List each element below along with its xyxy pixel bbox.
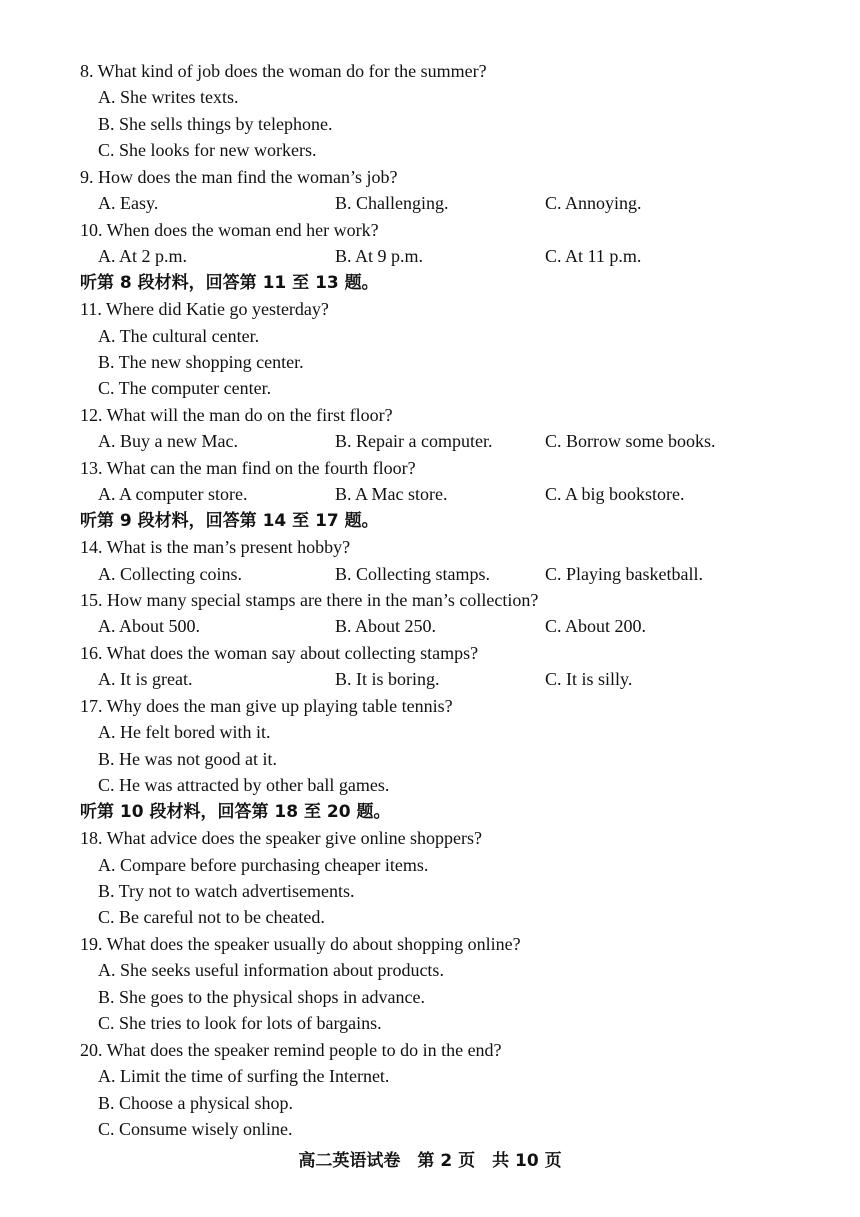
option-b: B. Challenging. xyxy=(335,193,449,214)
option-a xyxy=(0,719,860,745)
option-c: C. Annoying. xyxy=(545,193,642,214)
option-text: B. He was not good at it. xyxy=(98,748,277,769)
option-text: C. The computer center. xyxy=(98,378,272,399)
question-text: 12. What will the man do on the first floor? xyxy=(80,404,393,425)
option-text: C. Consume wisely online. xyxy=(98,1119,293,1139)
option-c xyxy=(0,137,860,163)
option-text: B. Try not to watch advertisements. xyxy=(98,880,355,901)
option-b: B. About 250. xyxy=(335,616,437,637)
question-text: 15. How many special stamps are there in the man’s collection? xyxy=(80,590,539,610)
option-text: B. Choose a physical shop. xyxy=(98,1092,293,1113)
option-b xyxy=(0,111,860,137)
option-a xyxy=(0,957,860,983)
option-a: A. About 500. xyxy=(98,616,201,637)
option-c xyxy=(0,1010,860,1036)
section-heading: 听第 9 段材料，回答第 14 至 17 题。 xyxy=(80,510,379,531)
option-a xyxy=(0,852,860,878)
option-b: B. It is boring. xyxy=(335,669,440,690)
option-text: B. The new shopping center. xyxy=(98,351,304,372)
question-text: 20. What does the speaker remind people to do in the end? xyxy=(80,1039,502,1060)
option-c: C. A big bookstore. xyxy=(545,484,685,505)
question-text: 10. When does the woman end her work? xyxy=(80,219,379,240)
option-c xyxy=(0,1116,860,1142)
options-row xyxy=(0,613,860,639)
question-text: 18. What advice does the speaker give online shoppers? xyxy=(80,828,483,849)
options-row xyxy=(0,243,860,269)
options-row xyxy=(0,561,860,587)
option-text: B. She sells things by telephone. xyxy=(98,113,333,134)
section-heading: 听第 10 段材料，回答第 18 至 20 题。 xyxy=(80,801,391,822)
option-b xyxy=(0,746,860,772)
question-text: 9. How does the man find the woman’s job? xyxy=(80,166,398,187)
options-row xyxy=(0,428,860,454)
question-text: 13. What can the man find on the fourth floor? xyxy=(80,457,416,478)
question-text: 11. Where did Katie go yesterday? xyxy=(80,299,329,320)
question-text: 17. Why does the man give up playing table tennis? xyxy=(80,695,453,716)
section-heading: 听第 8 段材料，回答第 11 至 13 题。 xyxy=(80,272,379,293)
option-c: C. Borrow some books. xyxy=(545,431,716,452)
option-a xyxy=(0,323,860,349)
option-a xyxy=(0,1063,860,1089)
option-text: A. Compare before purchasing cheaper items. xyxy=(98,854,429,875)
page-footer: 高二英语试卷 第 2 页 共 10 页 xyxy=(298,1151,562,1171)
option-c xyxy=(0,904,860,930)
option-text: A. She seeks useful information about products. xyxy=(98,960,444,981)
option-a: A. At 2 p.m. xyxy=(98,246,188,267)
option-b xyxy=(0,349,860,375)
option-text: A. The cultural center. xyxy=(98,325,260,346)
option-b: B. A Mac store. xyxy=(335,484,448,505)
option-c: C. About 200. xyxy=(545,616,647,637)
option-b xyxy=(0,984,860,1010)
option-text: A. She writes texts. xyxy=(98,87,239,108)
option-text: B. She goes to the physical shops in advance. xyxy=(98,986,425,1007)
option-a: A. Buy a new Mac. xyxy=(98,431,238,452)
question-text: 16. What does the woman say about collecting stamps? xyxy=(80,642,479,663)
options-row xyxy=(0,666,860,692)
question-text: 8. What kind of job does the woman do for the summer? xyxy=(80,61,487,81)
option-text: C. She looks for new workers. xyxy=(98,140,317,161)
option-c xyxy=(0,375,860,401)
option-b: B. At 9 p.m. xyxy=(335,246,424,267)
option-c: C. It is silly. xyxy=(545,669,633,690)
option-b: B. Repair a computer. xyxy=(335,431,493,452)
options-row xyxy=(0,190,860,216)
option-a: A. A computer store. xyxy=(98,484,248,505)
option-text: A. Limit the time of surfing the Internet. xyxy=(98,1066,390,1087)
question-text: 19. What does the speaker usually do about shopping online? xyxy=(80,933,521,954)
option-b xyxy=(0,878,860,904)
option-c: C. Playing basketball. xyxy=(545,563,703,584)
option-c xyxy=(0,772,860,798)
option-c: C. At 11 p.m. xyxy=(545,246,642,267)
option-text: C. She tries to look for lots of bargains. xyxy=(98,1013,382,1034)
option-b xyxy=(0,1090,860,1116)
option-a: A. Easy. xyxy=(98,193,159,214)
option-a: A. Collecting coins. xyxy=(98,563,242,584)
option-text: C. Be careful not to be cheated. xyxy=(98,907,325,928)
question-text: 14. What is the man’s present hobby? xyxy=(80,537,351,558)
option-text: A. He felt bored with it. xyxy=(98,722,271,743)
option-b: B. Collecting stamps. xyxy=(335,563,490,584)
options-row xyxy=(0,481,860,507)
option-a xyxy=(0,84,860,110)
option-a: A. It is great. xyxy=(98,669,193,690)
option-text: C. He was attracted by other ball games. xyxy=(98,775,390,796)
